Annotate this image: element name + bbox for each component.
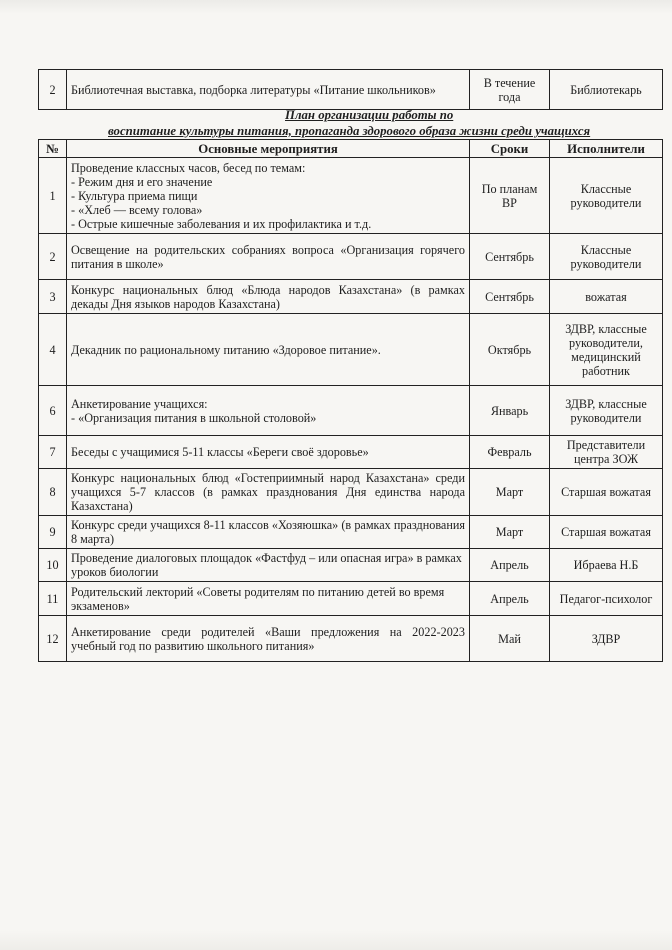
row-number: 4 [39,314,67,386]
table-row [39,386,663,436]
deadline-cell: Апрель [470,582,550,616]
deadline-cell: Сентябрь [470,234,550,280]
row-number: 10 [39,549,67,582]
row-number: 6 [39,386,67,436]
deadline-cell: Сентябрь [470,280,550,314]
event-line: Проведение классных часов, бесед по темам: [71,160,306,175]
table-header-row [39,140,663,158]
header-deadline: Сроки [470,140,550,158]
executor-cell: Библиотекарь [550,70,663,110]
deadline-cell: Май [470,616,550,662]
deadline-cell: В течение года [470,70,550,110]
event-cell: Конкурс национальных блюд «Гостеприимный народ Казахстана» среди учащихся 5-7 классов (в рамках празднования Дня единства народа Казахстана) [67,469,470,516]
event-cell: Библиотечная выставка, подборка литературы «Питание школьников» [67,70,470,110]
executor-cell: Старшая вожатая [550,516,663,549]
deadline-cell: Январь [470,386,550,436]
executor-cell: ЗДВР, классные руководители, медицинский работник [550,314,663,386]
executor-cell: Представители центра ЗОЖ [550,436,663,469]
row-number: 2 [39,234,67,280]
header-event: Основные мероприятия [67,140,470,158]
table-row [39,280,663,314]
table-row [39,469,663,516]
deadline-cell: Март [470,516,550,549]
event-line: - Режим дня и его значение [71,174,213,189]
event-cell: Декадник по рациональному питанию «Здоровое питание». [67,314,470,386]
row-number: 9 [39,516,67,549]
executor-cell: Старшая вожатая [550,469,663,516]
event-cell: Родительский лекторий «Советы родителям по питанию детей во время экзаменов» [67,582,470,616]
table-row [39,516,663,549]
event-cell: Конкурс среди учащихся 8-11 классов «Хозяюшка» (в рамках празднования 8 марта) [67,516,470,549]
row-number: 3 [39,280,67,314]
row-number: 2 [39,70,67,110]
plan-title-line-2: воспитание культуры питания, пропаганда здорового образа жизни среди учащихся [108,124,591,138]
event-cell: Конкурс национальных блюд «Блюда народов Казахстана» (в рамках декады Дня языков народов Казахстана) [67,280,470,314]
event-cell: Проведение диалоговых площадок «Фастфуд – или опасная игра» в рамках уроков биологии [67,549,470,582]
event-cell [67,158,470,234]
executor-cell: ЗДВР, классные руководители [550,386,663,436]
header-num: № [39,140,67,158]
table-row [39,582,663,616]
event-line: - Острые кишечные заболевания и их профилактика и т.д. [71,216,372,231]
header-executor: Исполнители [550,140,663,158]
row-number: 1 [39,158,67,234]
event-line: - Культура приема пищи [71,188,198,203]
table-row [39,616,663,662]
executor-cell: ЗДВР [550,616,663,662]
executor-cell: Классные руководители [550,234,663,280]
row-number: 12 [39,616,67,662]
row-number: 11 [39,582,67,616]
previous-plan-table [38,69,663,110]
row-number: 8 [39,469,67,516]
row-number: 7 [39,436,67,469]
table-row [39,436,663,469]
plan-table [38,139,663,662]
table-row [39,234,663,280]
executor-cell: Ибраева Н.Б [550,549,663,582]
deadline-cell: Октябрь [470,314,550,386]
deadline-cell: По планам ВР [470,158,550,234]
event-cell: Анкетирование среди родителей «Ваши предложения на 2022-2023 учебный год по развитию школьного питания» [67,616,470,662]
table-row [39,549,663,582]
event-line: - «Организация питания в школьной столовой» [71,410,317,425]
deadline-cell: Апрель [470,549,550,582]
plan-title-line-1: План организации работы по [285,108,454,122]
table-row [39,158,663,234]
executor-cell: Классные руководители [550,158,663,234]
event-cell: Освещение на родительских собраниях вопроса «Организация горячего питания в школе» [67,234,470,280]
deadline-cell: Март [470,469,550,516]
event-cell [67,386,470,436]
executor-cell: вожатая [550,280,663,314]
deadline-cell: Февраль [470,436,550,469]
event-cell: Беседы с учащимися 5-11 классы «Береги своё здоровье» [67,436,470,469]
event-line: - «Хлеб — всему голова» [71,202,203,217]
table-row [39,70,663,110]
executor-cell: Педагог-психолог [550,582,663,616]
event-line: Анкетирование учащихся: [71,396,208,411]
table-row [39,314,663,386]
